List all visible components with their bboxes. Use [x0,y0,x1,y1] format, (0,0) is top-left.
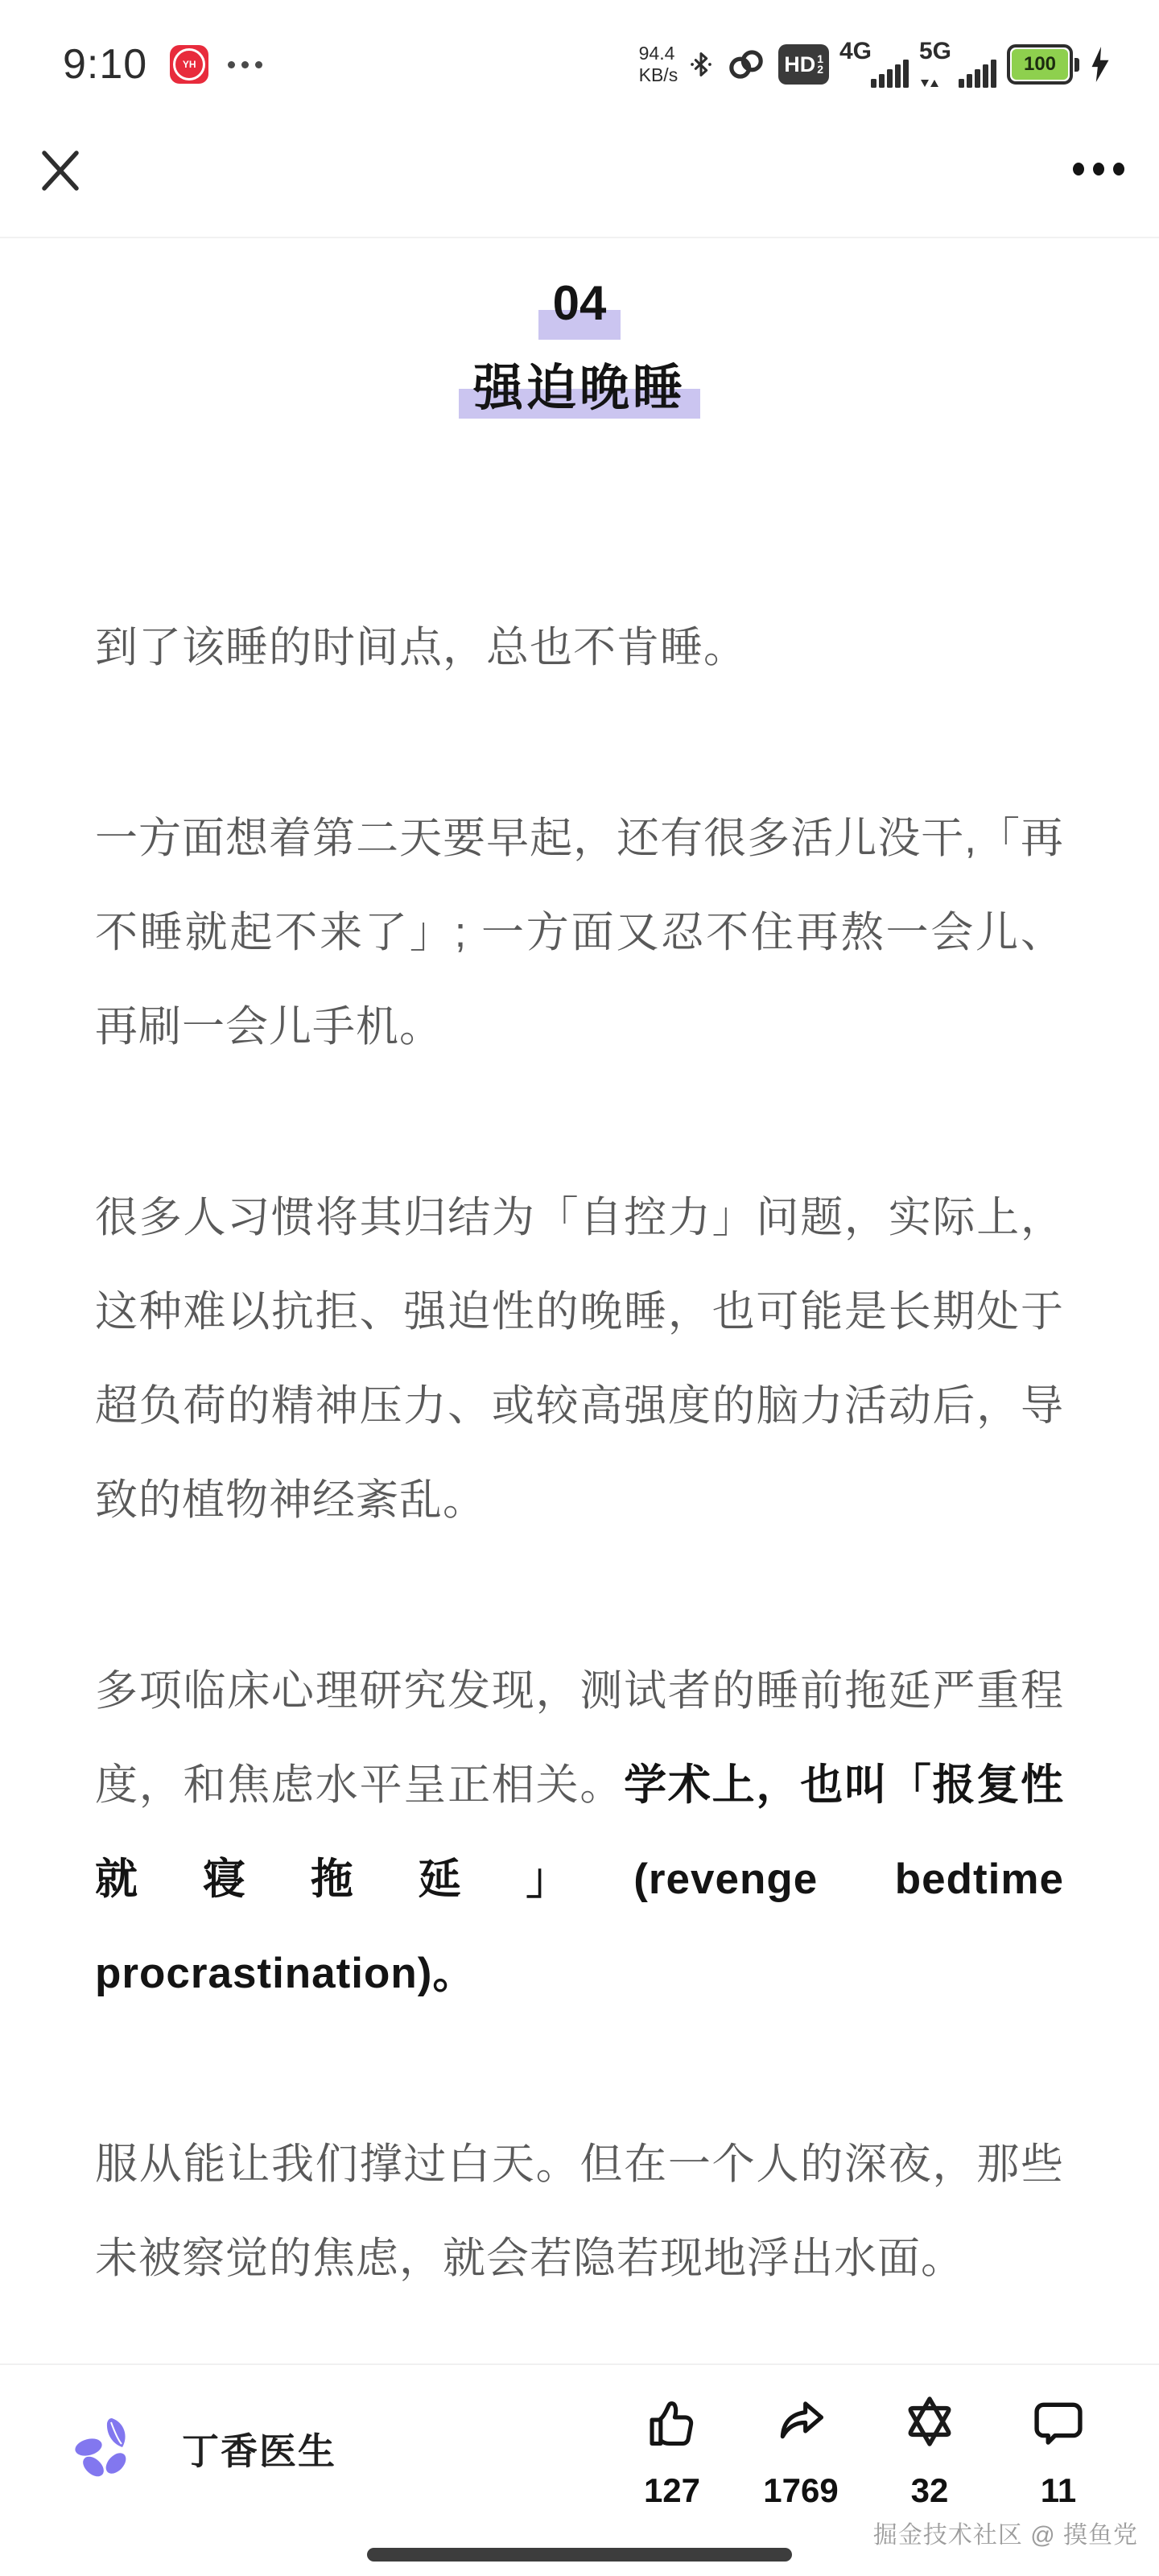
footer-bar [0,2363,1159,2576]
like-button[interactable] [608,2389,736,2510]
article-body [0,238,1159,2402]
like-icon [645,2396,699,2450]
clock-time: 9:10 [63,41,148,88]
comment-wow-count: 32 [910,2471,949,2509]
share-icon [773,2396,829,2450]
article-paragraph: 服从能让我们撑过白天。但在一个人的深夜，那些未被察觉的焦虑，就会若隐若现地浮出水面。 [95,2140,1064,2283]
data-activity-arrows [921,80,938,87]
volte-hd-badge: HD 1 2 [778,44,829,85]
comment-count: 11 [1040,2471,1077,2509]
section-title: 强迫晚睡 [472,361,686,416]
brand-logo [74,2415,138,2483]
article-paragraph: 一方面想着第二天要早起，还有很多活儿没干,「再不睡就起不来了」; 一方面又忍不住再熬一会儿、再刷一会儿手机。 [95,815,1064,1051]
signal-4g: 4G [839,39,909,89]
status-bar [0,24,1159,105]
more-notifications-icon [228,61,262,68]
share-count: 1769 [763,2471,839,2509]
linked-rings-icon [724,47,768,81]
app-badge-label: YH [173,48,205,80]
battery-level: 100 [1012,49,1068,80]
home-indicator[interactable] [367,2548,792,2562]
wow-button[interactable] [865,2389,994,2510]
publisher-name: 丁香医生 [182,2430,336,2472]
article-paragraph: 到了该睡的时间点，总也不肯睡。 [95,624,747,672]
bluetooth-icon [688,46,714,83]
article-paragraph: 很多人习惯将其归结为「自控力」问题，实际上，这种难以抗拒、强迫性的晚睡，也可能是长期处于超负荷的精神压力、或较高强度的脑力活动后，导致的植物神经紊乱。 [95,1194,1064,1525]
watermark: 掘金技术社区 @ 摸鱼党 [872,2522,1138,2549]
comment-icon [1030,2396,1087,2450]
article-paragraph: 多项临床心理研究发现，测试者的睡前拖延严重程度，和焦虑水平呈正相关。学术上，也叫「报复性就寝拖延」(revenge bedtime procrastination)。 [95,1667,1065,1998]
charging-icon [1090,47,1111,82]
comment-button[interactable] [994,2389,1123,2510]
section-number: 04 [552,276,607,330]
like-count: 127 [643,2471,701,2509]
nav-bar [0,129,1159,238]
publisher-brand[interactable] [74,2415,336,2483]
share-button[interactable] [736,2389,865,2510]
network-speed-value: 94.4 [638,43,675,64]
network-speed-unit: KB/s [638,64,678,85]
wow-icon [902,2392,957,2450]
action-bar [608,2389,1123,2510]
more-icon[interactable] [1073,163,1124,175]
signal-5g: 5G [919,39,996,89]
notification-app-icon [170,45,208,84]
battery-icon [1007,44,1079,85]
close-icon[interactable] [38,148,83,193]
network-speed [639,43,678,86]
